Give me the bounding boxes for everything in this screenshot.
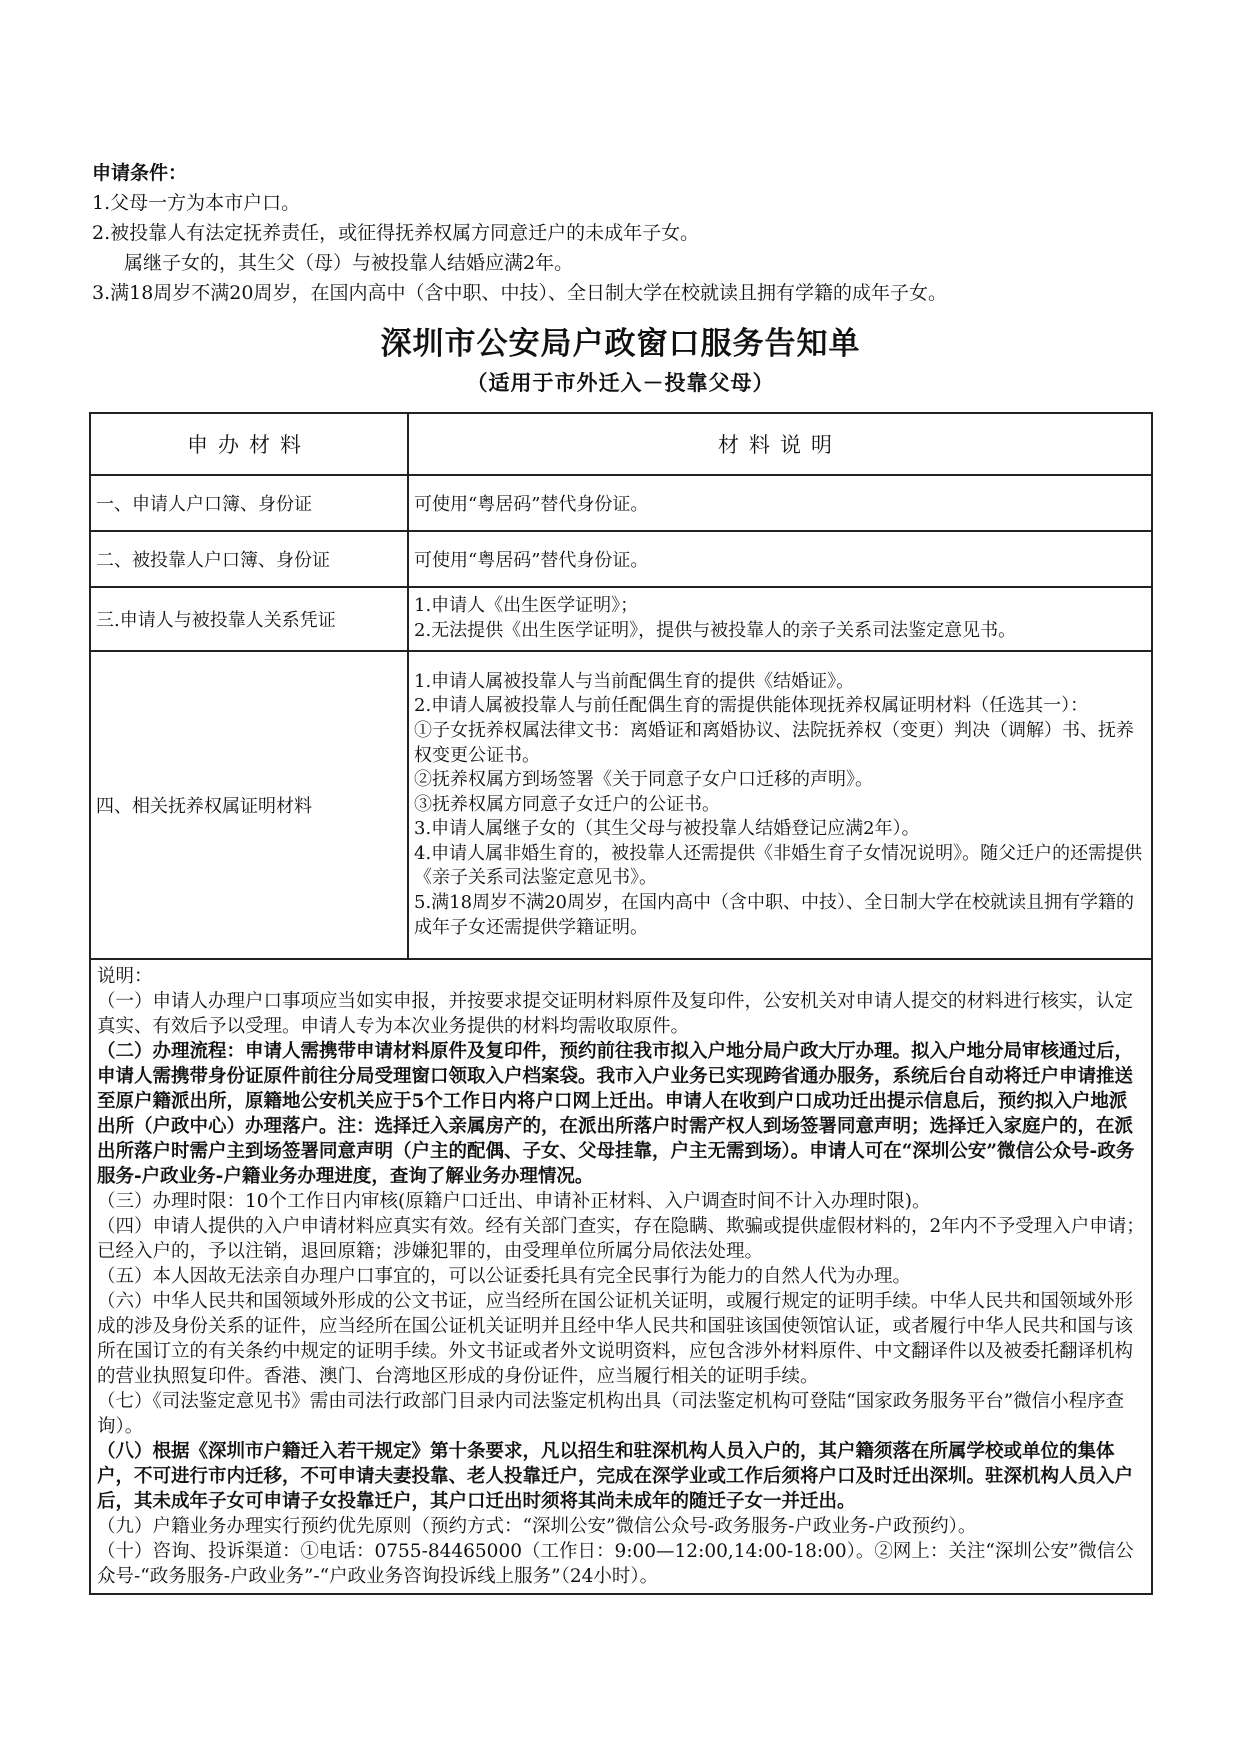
- description-line: 3.申请人属继子女的（其生父母与被投靠人结婚登记应满2年）。: [414, 818, 920, 840]
- material-description: [408, 651, 1152, 959]
- description-line: 可使用“粤居码”替代身份证。: [414, 494, 649, 515]
- note-item: （四）申请人提供的入户申请材料应真实有效。经有关部门查实，存在隐瞒、欺骗或提供虚假材料的，2年内不予受理入户申请；已经入户的，予以注销，退回原籍；涉嫌犯罪的，由受理单位所属分局依法处理。: [97, 1216, 1145, 1262]
- note-item: （六）中华人民共和国领域外形成的公文书证，应当经所在国公证机关证明，或履行规定的证明手续。中华人民共和国领域外形成的涉及身份关系的证件，应当经所在国公证机关证明并且经中华人民共和国驻该国使领馆认证，或者履行中华人民共和国与该所在国订立的有关条约中规定的证明手续。外文书证或者外文说明资料，应包含涉外材料原件、中文翻译件以及被委托翻译机构的营业执照复印件。香港、澳门、台湾地区形成的身份证件，应当履行相关的证明手续。: [97, 1291, 1134, 1387]
- note-item: （三）办理时限：10个工作日内审核(原籍户口迁出、申请补正材料、入户调查时间不计入办理时限)。: [97, 1191, 931, 1212]
- material-description: [408, 531, 1152, 587]
- table-header-row: [90, 413, 1152, 475]
- description-line: ③抚养权属方同意子女迁户的公证书。: [414, 793, 720, 815]
- note-item-emphasis: （八）根据《深圳市户籍迁入若干规定》第十条要求，凡以招生和驻深机构人员入户的，其户籍须落在所属学校或单位的集体户，不可进行市内迁移，不可申请夫妻投靠、老人投靠迁户，完成在深学业或工作后须将户口及时迁出深圳。驻深机构人员入户后，其未成年子女可申请子女投靠迁户，其户口迁出时须将其尚未成年的随迁子女一并迁出。: [97, 1441, 1134, 1512]
- material-name: 二、被投靠人户口簿、身份证: [90, 531, 408, 587]
- material-name: 四、相关抚养权属证明材料: [90, 651, 408, 959]
- note-item: （七）《司法鉴定意见书》需由司法行政部门目录内司法鉴定机构出具（司法鉴定机构可登陆“国家政务服务平台”微信小程序查询）。: [97, 1391, 1125, 1437]
- condition-item-note: 属继子女的，其生父（母）与被投靠人结婚应满2年。: [124, 252, 574, 274]
- condition-item: 1.父母一方为本市户口。: [92, 192, 301, 214]
- note-item: （十）咨询、投诉渠道：①电话：0755-84465000（工作日：9:00—12:00,14:00-18:00）。②网上：关注“深圳公安”微信公众号-“政务服务-户政业务”-“户政业务咨询投诉线上服务”（24小时）。: [97, 1541, 1134, 1587]
- column-header-materials: 申办材料: [90, 413, 408, 475]
- condition-item: 3.满18周岁不满20周岁，在国内高中（含中职、中技）、全日制大学在校就读且拥有学籍的成年子女。: [92, 282, 947, 304]
- note-item: （一）申请人办理户口事项应当如实申报，并按要求提交证明材料原件及复印件，公安机关对申请人提交的材料进行核实，认定真实、有效后予以受理。申请人专为本次业务提供的材料均需收取原件。: [97, 991, 1134, 1037]
- description-line: 1.申请人属被投靠人与当前配偶生育的提供《结婚证》。: [414, 670, 855, 692]
- conditions-heading: 申请条件：: [92, 162, 188, 184]
- material-name: 一、申请人户口簿、身份证: [90, 475, 408, 531]
- notes-row: [90, 959, 1152, 1594]
- note-item: （九）户籍业务办理实行预约优先原则（预约方式：“深圳公安”微信公众号-政务服务-户政业务-户政预约）。: [97, 1516, 977, 1537]
- page-subtitle: （适用于市外迁入－投靠父母）: [466, 371, 775, 395]
- notes-section: [90, 959, 1152, 1594]
- description-line: 5.满18周岁不满20周岁，在国内高中（含中职、中技）、全日制大学在校就读且拥有学籍的成年子女还需提供学籍证明。: [414, 892, 1134, 938]
- description-line: 4.申请人属非婚生育的，被投靠人还需提供《非婚生育子女情况说明》。随父迁户的还需提供《亲子关系司法鉴定意见书》。: [414, 842, 1143, 889]
- condition-item: 2.被投靠人有法定抚养责任，或征得抚养权属方同意迁户的未成年子女。: [92, 222, 700, 244]
- material-name: 三.申请人与被投靠人关系凭证: [90, 587, 408, 651]
- description-line: ①子女抚养权属法律文书：离婚证和离婚协议、法院抚养权（变更）判决（调解）书、抚养权变更公证书。: [414, 719, 1134, 766]
- notes-heading: 说明：: [97, 966, 153, 987]
- note-item: （五）本人因故无法亲自办理户口事宜的，可以公证委托具有完全民事行为能力的自然人代为办理。: [97, 1266, 912, 1287]
- description-line: ②抚养权属方到场签署《关于同意子女户口迁移的声明》。: [414, 769, 873, 791]
- table-row: [90, 587, 1152, 651]
- description-line: 2.申请人属被投靠人与前任配偶生育的需提供能体现抚养权属证明材料（任选其一）：: [414, 695, 1089, 717]
- description-line: 可使用“粤居码”替代身份证。: [414, 550, 649, 571]
- table-row: [90, 531, 1152, 587]
- column-header-description: 材料说明: [408, 413, 1152, 475]
- material-description: [408, 587, 1152, 651]
- material-description: [408, 475, 1152, 531]
- description-line: 1.申请人《出生医学证明》；: [414, 595, 639, 617]
- page-title: 深圳市公安局户政窗口服务告知单: [380, 326, 861, 362]
- table-row: [90, 475, 1152, 531]
- description-line: 2.无法提供《出生医学证明》，提供与被投靠人的亲子关系司法鉴定意见书。: [414, 620, 1017, 641]
- application-conditions: [92, 158, 1172, 308]
- note-item-emphasis: （二）办理流程：申请人需携带申请材料原件及复印件，预约前往我市拟入户地分局户政大厅办理。拟入户地分局审核通过后，申请人需携带身份证原件前往分局受理窗口领取入户档案袋。我市入户业务已实现跨省通办服务，系统后台自动将迁户申请推送至原户籍派出所，原籍地公安机关应于5个工作日内将户口网上迁出。申请人在收到户口成功迁出提示信息后，预约拟入户地派出所（户政中心）办理落户。注：选择迁入亲属房产的，在派出所落户时需产权人到场签署同意声明；选择迁入家庭户的，在派出所落户时需户主到场签署同意声明（户主的配偶、子女、父母挂靠，户主无需到场）。申请人可在“深圳公安”微信公众号-政务服务-户政业务-户籍业务办理进度，查询了解业务办理情况。: [97, 1041, 1135, 1187]
- materials-table: [89, 412, 1153, 1595]
- table-row: [90, 651, 1152, 959]
